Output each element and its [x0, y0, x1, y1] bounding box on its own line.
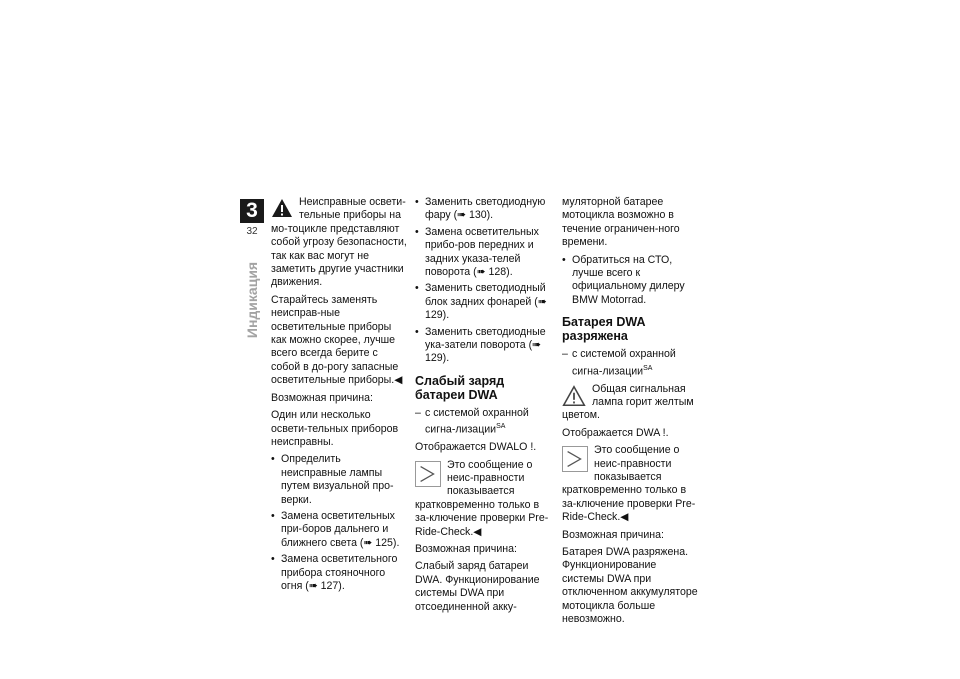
lamp-block: [562, 383, 698, 427]
continued-text: муляторной батарее мотоцикла возможно в течение ограничен-ного времени.: [562, 196, 680, 249]
option-mark: SA: [643, 364, 653, 372]
cause-label: Возможная причина:: [562, 528, 664, 541]
column-2: [415, 196, 551, 618]
section-heading: Батарея DWA разряжена: [562, 315, 646, 344]
message-display-icon: [415, 461, 441, 487]
cause-label: Возможная причина:: [271, 391, 373, 404]
option-mark: SA: [496, 423, 506, 431]
cause-text: Слабый заряд батареи DWA. Функционирование системы DWA при отсоединенной акку-: [415, 560, 540, 613]
section-title: Индикация: [244, 261, 260, 339]
lamp-text: Общая сигнальная лампа горит желтым цветом.: [562, 382, 694, 422]
message-text: Это сообщение о неис-правности показывается кратковременно только в за-ключение проверки Pre-Ride-Check.◀: [415, 458, 549, 538]
end-mark: ◀: [394, 374, 403, 387]
list-item: • Заменить светодиодные ука-затели поворота (➠ 129).: [415, 326, 551, 366]
message-block: [415, 459, 551, 543]
display-text: Отображается DWA !.: [562, 426, 669, 439]
cause-text: Один или несколько освети-тельных приборов неисправны.: [271, 409, 399, 448]
column-3: [562, 196, 698, 631]
section-heading: Слабый заряд батареи DWA: [415, 373, 505, 402]
cause-label: Возможная причина:: [415, 543, 517, 556]
warning-text: Неисправные освети-тельные приборы на мо-тоцикле представляют собой угрозу безопасности, так как вас могут не заметить другие участники движения.: [271, 196, 407, 289]
warning-block: [271, 196, 407, 294]
list-item: • Заменить светодиодный блок задних фонарей (➠ 129).: [415, 282, 551, 322]
page-number: 32: [246, 226, 258, 237]
chapter-number-badge: 3: [240, 199, 264, 223]
warning-triangle-icon: [271, 198, 293, 218]
message-display-icon: [562, 446, 588, 472]
list-item: • Обратиться на СТО, лучше всего к официальному дилеру BMW Motorrad.: [562, 254, 698, 308]
display-text: Отображается DWALO !.: [415, 441, 537, 454]
message-text: Это сообщение о неис-правности показывается кратковременно только в за-ключение проверки Pre-Ride-Check.◀: [562, 444, 696, 524]
cause-text: Батарея DWA разряжена. Функционирование системы DWA при отключенном аккумуляторе мотоцикла больше невозможно.: [562, 546, 698, 626]
end-mark: ◀: [620, 511, 629, 524]
option-note: – с системой охранной сигна-лизации$^{SA}$: [562, 348, 698, 378]
list-item: • Замена осветительных прибо-ров передних и задних указа-телей поворота (➠ 128).: [415, 226, 551, 280]
warning-lamp-icon: [562, 385, 586, 407]
list-item: • Заменить светодиодную фару (➠ 130).: [415, 196, 551, 223]
message-block: [562, 444, 698, 528]
list-item: • Замена осветительных при-боров дальнего и ближнего света (➠ 125).: [271, 510, 407, 550]
section-tab: [239, 256, 265, 344]
advice-text: Старайтесь заменять неисправ-ные осветительные приборы как можно скорее, лучше всего всегда берите с собой в до-рогу запасные осветительные приборы.◀: [271, 293, 403, 387]
option-note: – с системой охранной сигна-лизации$^{SA}$: [415, 407, 551, 437]
list-item: • Замена осветительного прибора стояночного огня (➠ 127).: [271, 553, 407, 593]
end-mark: ◀: [473, 525, 482, 538]
list-item: • Определить неисправные лампы путем визуальной про-верки.: [271, 453, 407, 507]
column-1: [271, 196, 407, 596]
